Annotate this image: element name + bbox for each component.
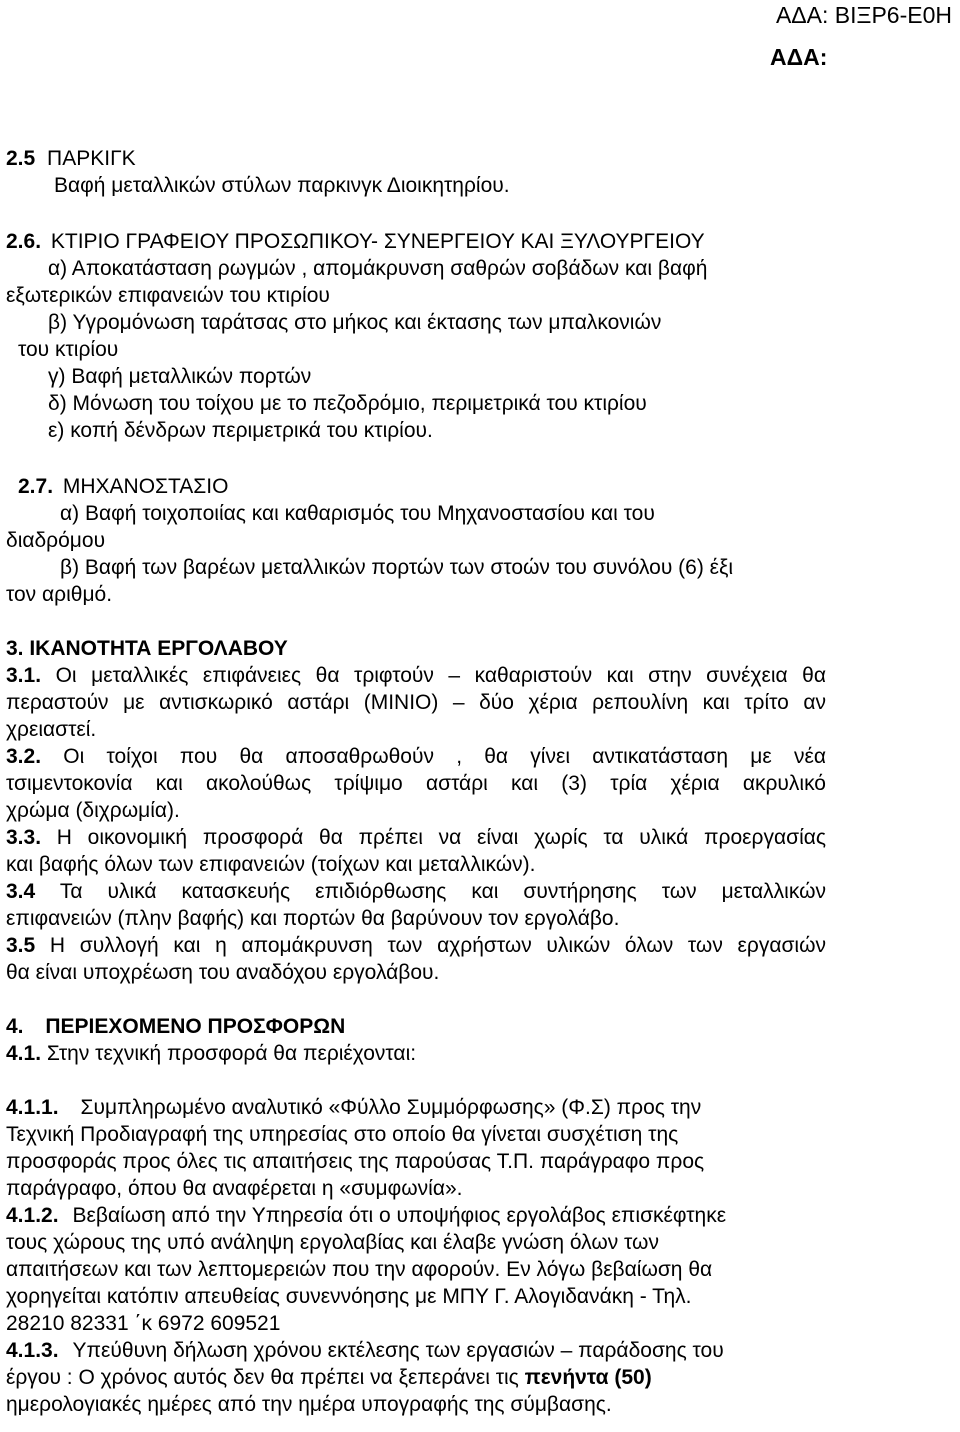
- paragraph-line: [6, 1365, 652, 1391]
- emphasis-text: πενήντα (50): [524, 1366, 652, 1389]
- paragraph-line: διαδρόμου: [6, 529, 106, 552]
- paragraph-line: β) Υγρομόνωση ταράτσας στο μήκος και έκτασης των μπαλκονιών: [48, 311, 662, 334]
- paragraph-line: τσιμεντοκονία και ακολούθως τρίψιμο αστάρι και (3) τρία χέρια ακρυλικό: [6, 772, 826, 795]
- item-number: 4.1.1.: [6, 1096, 59, 1119]
- item-text: Οι τοίχοι που θα αποσαθρωθούν , θα γίνει αντικατάσταση με νέα: [63, 745, 826, 768]
- paragraph-line: περαστούν με αντισκωρικό αστάρι (ΜΙΝΙΟ) – δύο χέρια ρεπουλίνη και τρίτο αν: [6, 691, 826, 714]
- paragraph-line: [6, 1203, 726, 1229]
- paragraph-line: ε) κοπή δένδρων περιμετρικά του κτιρίου.: [48, 419, 433, 442]
- paragraph-line: α) Βαφή τοιχοποιίας και καθαρισμός του Μηχανοστασίου και του: [60, 502, 655, 525]
- item-number: 3.2.: [6, 745, 42, 768]
- section-3-heading: 3. ΙΚΑΝΟΤΗΤΑ ΕΡΓΟΛΑΒΟΥ: [6, 637, 288, 660]
- paragraph-line: δ) Μόνωση του τοίχου με το πεζοδρόμιο, περιμετρικά του κτιρίου: [48, 392, 647, 415]
- paragraph-line: παράγραφο, όπου θα αναφέρεται η «συμφωνία».: [6, 1177, 463, 1200]
- section-title: ΠΑΡΚΙΓΚ: [47, 147, 136, 170]
- item-text: Συμπληρωμένο αναλυτικό «Φύλλο Συμμόρφωσης» (Φ.Σ) προς την: [80, 1096, 702, 1119]
- item-number: 4.1.3.: [6, 1339, 59, 1362]
- paragraph-line: προσφοράς προς όλες τις απαιτήσεις της παρούσας Τ.Π. παράγραφο προς: [6, 1150, 705, 1173]
- paragraph-line: α) Αποκατάσταση ρωγμών , απομάκρυνση σαθρών σοβάδων και βαφή: [48, 257, 708, 280]
- section-number: 2.5: [6, 147, 36, 170]
- paragraph-line: χορηγείται κατόπιν απευθείας συνεννόησης με ΜΠΥ Γ. Αλογιδανάκη - Τηλ.: [6, 1285, 692, 1308]
- ada-label: ΑΔΑ:: [770, 44, 828, 70]
- paragraph-line: εξωτερικών επιφανειών του κτιρίου: [6, 284, 330, 307]
- section-title: ΜΗΧΑΝΟΣΤΑΣΙΟ: [62, 475, 229, 498]
- paragraph-line: χρειαστεί.: [6, 718, 97, 741]
- item-number: 3.4: [6, 880, 36, 903]
- item-text: Οι μεταλλικές επιφάνειες θα τριφτούν – καθαριστούν και στην συνέχεια θα: [55, 664, 826, 687]
- paragraph-line: β) Βαφή των βαρέων μεταλλικών πορτών των στοών του συνόλου (6) έξι: [60, 556, 734, 579]
- section-title: ΠΕΡΙΕΧΟΜΕΝΟ ΠΡΟΣΦΟΡΩΝ: [45, 1015, 346, 1038]
- section-2-7-heading: [18, 474, 228, 500]
- item-text: έργου : Ο χρόνος αυτός δεν θα πρέπει να ξεπεράνει τις: [6, 1366, 525, 1389]
- item-text: Βεβαίωση από την Υπηρεσία ότι ο υποψήφιος εργολάβος επισκέφτηκε: [72, 1204, 727, 1227]
- paragraph-line: και βαφής όλων των επιφανειών (τοίχων και μεταλλικών).: [6, 853, 536, 876]
- paragraph-line: [6, 825, 826, 851]
- section-title: ΚΤΙΡΙΟ ΓΡΑΦΕΙΟΥ ΠΡΟΣΩΠΙΚΟΥ- ΣΥΝΕΡΓΕΙΟΥ ΚΑΙ ΞΥΛΟΥΡΓΕΙΟΥ: [50, 230, 705, 253]
- section-number: 2.7.: [18, 475, 54, 498]
- item-number: 3.1.: [6, 664, 42, 687]
- paragraph-line: χρώμα (διχρωμία).: [6, 799, 180, 822]
- paragraph-line: [6, 1095, 701, 1121]
- item-number: 4.1.: [6, 1042, 42, 1065]
- section-2-5-heading: [6, 146, 136, 172]
- section-4-heading: [6, 1014, 345, 1040]
- paragraph-line: [6, 879, 826, 905]
- paragraph-line: Τεχνική Προδιαγραφή της υπηρεσίας στο οποίο θα γίνεται συσχέτιση της: [6, 1123, 679, 1146]
- section-2-6-heading: [6, 229, 705, 255]
- paragraph-line: απαιτήσεων και των λεπτομερειών που την αφορούν. Εν λόγω βεβαίωση θα: [6, 1258, 713, 1281]
- item-text: Υπεύθυνη δήλωση χρόνου εκτέλεσης των εργασιών – παράδοσης του: [72, 1339, 724, 1362]
- paragraph-line: επιφανειών (πλην βαφής) και πορτών θα βαρύνουν τον εργολάβο.: [6, 907, 620, 930]
- ada-code: ΑΔΑ: ΒΙΞΡ6-Ε0Η: [775, 2, 952, 28]
- paragraph-line: [6, 1041, 416, 1067]
- paragraph-line: 28210 82331 ΄κ 6972 609521: [6, 1312, 281, 1335]
- paragraph-line: του κτιρίου: [18, 338, 119, 361]
- item-text: Η οικονομική προσφορά θα πρέπει να είναι χωρίς τα υλικά προεργασίας: [56, 826, 826, 849]
- item-text: Η συλλογή και η απομάκρυνση των αχρήστων υλικών όλων των εργασιών: [49, 934, 826, 957]
- paragraph-line: [6, 663, 826, 689]
- paragraph-line: ημερολογιακές ημέρες από την ημέρα υπογραφής της σύμβασης.: [6, 1393, 612, 1416]
- paragraph-line: [6, 744, 826, 770]
- item-number: 4.1.2.: [6, 1204, 59, 1227]
- paragraph-line: τους χώρους της υπό ανάληψη εργολαβίας και έλαβε γνώση όλων των: [6, 1231, 659, 1254]
- paragraph-line: θα είναι υποχρέωση του αναδόχου εργολάβου.: [6, 961, 440, 984]
- paragraph-line: [6, 1338, 724, 1364]
- paragraph-line: [6, 933, 826, 959]
- section-number: 2.6.: [6, 230, 42, 253]
- paragraph-line: τον αριθμό.: [6, 583, 113, 606]
- paragraph-line: Βαφή μεταλλικών στύλων παρκινγκ Διοικητηρίου.: [54, 174, 510, 197]
- paragraph-line: γ) Βαφή μεταλλικών πορτών: [48, 365, 312, 388]
- section-number: 4.: [6, 1015, 24, 1038]
- item-text: Τα υλικά κατασκευής επιδιόρθωσης και συντήρησης των μεταλλικών: [59, 880, 826, 903]
- item-text: Στην τεχνική προσφορά θα περιέχονται:: [46, 1042, 417, 1065]
- item-number: 3.3.: [6, 826, 42, 849]
- item-number: 3.5: [6, 934, 36, 957]
